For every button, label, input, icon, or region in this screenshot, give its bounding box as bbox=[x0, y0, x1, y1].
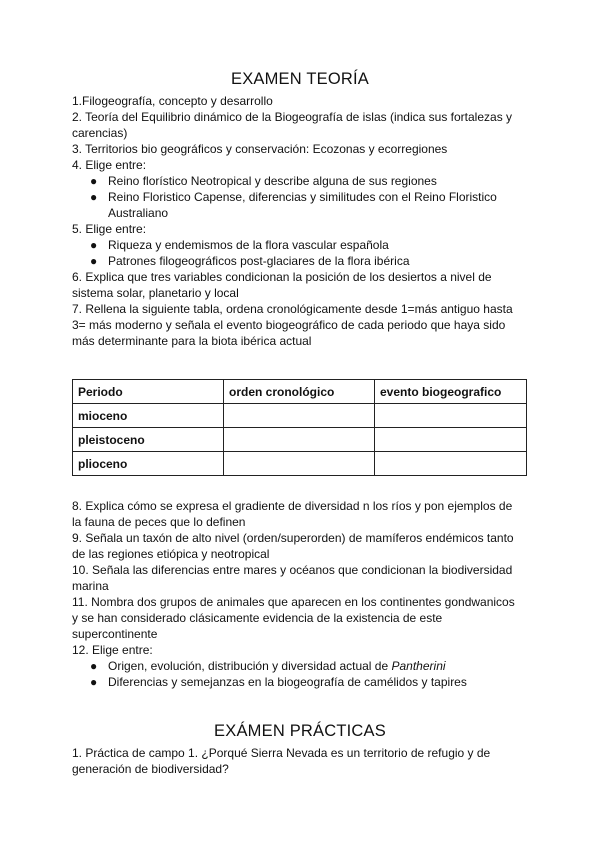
question-5-option-1 bbox=[90, 237, 528, 253]
table-empty-cell[interactable] bbox=[375, 404, 527, 428]
practice-question-1-line-2: generación de biodiversidad? bbox=[72, 762, 229, 776]
bullet-icon: ● bbox=[90, 174, 98, 188]
option-text: Patrones filogeográficos post-glaciares de la flora ibérica bbox=[108, 254, 410, 268]
question-6-line-1: 6. Explica que tres variables condicionan la posición de los desiertos a nivel de bbox=[72, 270, 492, 284]
practice-question-1-line-1: 1. Práctica de campo 1. ¿Porqué Sierra Nevada es un territorio de refugio y de bbox=[72, 746, 491, 760]
question-4-option-1 bbox=[90, 173, 528, 189]
question-12-option-1 bbox=[90, 658, 528, 674]
table-row bbox=[73, 452, 527, 476]
question-10-line-2: marina bbox=[72, 579, 109, 593]
table-empty-cell[interactable] bbox=[375, 452, 527, 476]
question-5-option-2 bbox=[90, 253, 528, 269]
question-9-line-2: de las regiones etiópica y neotropical bbox=[72, 547, 270, 561]
question-2-line-1: 2. Teoría del Equilibrio dinámico de la Biogeografía de islas (indica sus fortalezas y bbox=[72, 110, 513, 124]
theory-title: EXAMEN TEORÍA bbox=[231, 70, 369, 88]
table-empty-cell[interactable] bbox=[224, 452, 375, 476]
question-5: 5. Elige entre: bbox=[72, 222, 147, 236]
table-row bbox=[73, 428, 527, 452]
bullet-icon: ● bbox=[90, 659, 98, 673]
question-2-line-2: carencias) bbox=[72, 126, 128, 140]
question-12-option-2 bbox=[90, 674, 528, 690]
bullet-icon: ● bbox=[90, 238, 98, 252]
table-header-cell: orden cronológico bbox=[224, 380, 375, 404]
table-header-cell: evento biogeografico bbox=[375, 380, 527, 404]
question-4: 4. Elige entre: bbox=[72, 158, 147, 172]
table-header-row bbox=[73, 380, 527, 404]
question-12: 12. Elige entre: bbox=[72, 643, 153, 657]
table-empty-cell[interactable] bbox=[375, 428, 527, 452]
question-11-line-3: supercontinente bbox=[72, 627, 158, 641]
bullet-icon: ● bbox=[90, 190, 98, 204]
table-period-cell: mioceno bbox=[73, 404, 224, 428]
question-11-line-1: 11. Nombra dos grupos de animales que aparecen en los continentes gondwanicos bbox=[72, 595, 515, 609]
chronology-table bbox=[72, 379, 527, 476]
question-7-line-2: 3= más moderno y señala el evento biogeográfico de cada periodo que haya sido bbox=[72, 318, 506, 332]
question-9-line-1: 9. Señala un taxón de alto nivel (orden/superorden) de mamíferos endémicos tanto bbox=[72, 531, 514, 545]
table-header-cell: Periodo bbox=[73, 380, 224, 404]
question-8-line-1: 8. Explica cómo se expresa el gradiente de diversidad n los ríos y pon ejemplos de bbox=[72, 499, 513, 513]
question-3: 3. Territorios bio geográficos y conservación: Ecozonas y ecorregiones bbox=[72, 142, 448, 156]
option-text-italic: Pantherini bbox=[391, 659, 446, 673]
practice-title: EXÁMEN PRÁCTICAS bbox=[214, 722, 386, 740]
option-text: Reino florístico Neotropical y describe alguna de sus regiones bbox=[108, 174, 437, 188]
question-7-line-1: 7. Rellena la siguiente tabla, ordena cronológicamente desde 1=más antiguo hasta bbox=[72, 302, 513, 316]
question-8-line-2: la fauna de peces que lo definen bbox=[72, 515, 246, 529]
question-11-line-2: y se han considerado clásicamente evidencia de la existencia de este bbox=[72, 611, 443, 625]
bullet-icon: ● bbox=[90, 675, 98, 689]
table-period-cell: plioceno bbox=[73, 452, 224, 476]
table-row bbox=[73, 404, 527, 428]
question-7-line-3: más determinante para la biota ibérica actual bbox=[72, 334, 312, 348]
question-1: 1.Filogeografía, concepto y desarrollo bbox=[72, 94, 273, 108]
option-text: Riqueza y endemismos de la flora vascular española bbox=[108, 238, 389, 252]
option-text: Reino Floristico Capense, diferencias y similitudes con el Reino Floristico Australiano bbox=[108, 190, 497, 220]
table-empty-cell[interactable] bbox=[224, 428, 375, 452]
option-text: Diferencias y semejanzas en la biogeografía de camélidos y tapires bbox=[108, 675, 467, 689]
option-text bbox=[108, 658, 528, 674]
question-4-option-2 bbox=[90, 189, 528, 221]
bullet-icon: ● bbox=[90, 254, 98, 268]
question-10-line-1: 10. Señala las diferencias entre mares y océanos que condicionan la biodiversidad bbox=[72, 563, 513, 577]
table-empty-cell[interactable] bbox=[224, 404, 375, 428]
question-6-line-2: sistema solar, planetario y local bbox=[72, 286, 239, 300]
option-text-plain: Origen, evolución, distribución y diversidad actual de bbox=[108, 659, 392, 673]
table-period-cell: pleistoceno bbox=[73, 428, 224, 452]
